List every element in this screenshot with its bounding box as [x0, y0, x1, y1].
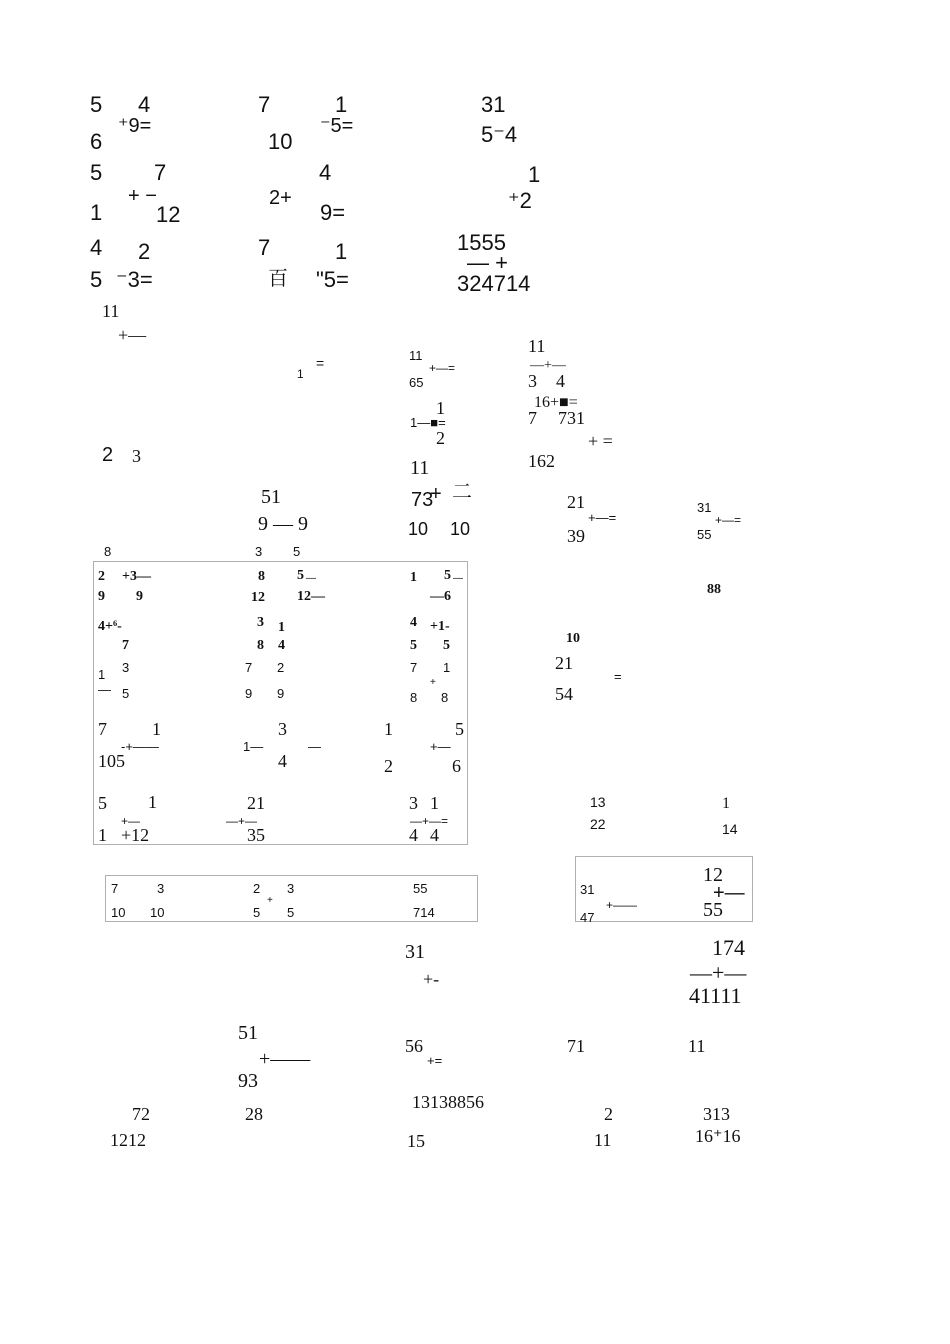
numeral: 9= [320, 200, 346, 225]
numeral: 2 [277, 660, 285, 675]
numeral: 51 [261, 486, 281, 508]
numeral: 72 [132, 1104, 150, 1124]
numeral: +—— [606, 898, 638, 912]
numeral: 10 [268, 129, 293, 154]
numeral: +— [713, 882, 745, 904]
numeral: 9 [245, 686, 253, 701]
numeral: 12 [703, 864, 723, 886]
numeral: 10 [111, 905, 126, 920]
numeral: 1 [430, 793, 439, 813]
numeral: 4 [90, 235, 103, 260]
numeral: 324714 [457, 271, 531, 296]
numeral: 56 [405, 1036, 423, 1056]
numeral: 11 [594, 1130, 612, 1150]
numeral: 1212 [110, 1130, 146, 1150]
numeral: — [453, 573, 463, 584]
numeral: 21 [247, 793, 265, 813]
numeral: 174 [712, 935, 745, 960]
numeral: + [430, 677, 436, 688]
numeral: ⁺9= [118, 115, 152, 137]
numeral: 55 [413, 881, 428, 896]
numeral: 4 [278, 751, 287, 771]
numeral: 8 [257, 638, 264, 653]
numeral: 16+■= [534, 394, 578, 411]
numeral: 1 [278, 620, 285, 635]
numeral: 2 [102, 444, 114, 466]
numeral: 35 [247, 825, 265, 845]
numeral: = [614, 669, 622, 684]
numeral: 5 [90, 160, 103, 185]
numeral: 5 [293, 544, 301, 559]
numeral: 4 [138, 92, 151, 117]
numeral: 31 [580, 882, 595, 897]
numeral: 2+ [269, 187, 292, 209]
numeral: — [306, 573, 316, 584]
numeral: 3 [132, 446, 141, 466]
numeral: 51 [238, 1022, 258, 1044]
numeral: "5= [316, 267, 349, 292]
numeral: 2 [98, 569, 105, 584]
numeral: 714 [413, 905, 435, 920]
numeral: 31 [481, 92, 506, 117]
numeral: 2 [138, 239, 151, 264]
numeral: 1 [410, 570, 417, 585]
numeral: 13138856 [412, 1092, 484, 1112]
numeral: 1 [335, 92, 348, 117]
numeral: —+—= [410, 814, 449, 828]
numeral: 10 [450, 519, 471, 539]
numeral: 4 [556, 371, 565, 391]
numeral: +1- [430, 619, 450, 634]
numeral: 11 [102, 301, 120, 321]
numeral: 5⁻4 [481, 122, 518, 147]
glyph: 百 [268, 268, 288, 290]
numeral: 31 [405, 941, 425, 963]
numeral: 5 [90, 267, 103, 292]
numeral: 11 [409, 348, 423, 363]
numeral: 7 [258, 92, 271, 117]
numeral: 11 [528, 336, 546, 356]
numeral: — [308, 739, 321, 754]
numeral: 3 [122, 660, 130, 675]
numeral: 3 [528, 371, 537, 391]
numeral: 1 [436, 398, 445, 418]
numeral: 2 [253, 881, 261, 896]
numeral: —+— [226, 814, 258, 828]
numeral: 1 [528, 162, 541, 187]
numeral: + = [588, 431, 613, 451]
numeral: 4 [430, 825, 439, 845]
numeral: 5 [444, 568, 451, 583]
numeral: 31 [697, 500, 712, 515]
numeral: ⁺2 [508, 188, 532, 213]
numeral: 5 [443, 638, 450, 653]
numeral: 1 [722, 795, 730, 812]
numeral: 2 [436, 428, 445, 448]
numeral: 55 [697, 527, 712, 542]
numeral: 5 [253, 905, 261, 920]
numeral: 13 [590, 794, 606, 810]
numeral: 21 [555, 653, 573, 673]
numeral: 105 [98, 751, 125, 771]
numeral: 5 [287, 905, 295, 920]
glyph: 二 [452, 481, 472, 503]
numeral: 65 [409, 375, 424, 390]
numeral: + − [128, 185, 157, 207]
numeral: 5 [410, 638, 417, 653]
numeral: 28 [245, 1104, 263, 1124]
numeral: 39 [567, 526, 585, 546]
numeral: +— [121, 814, 141, 828]
numeral: + [267, 895, 273, 906]
numeral: 5 [98, 793, 107, 813]
numeral: 9 [136, 589, 143, 604]
numeral: 162 [528, 451, 555, 471]
numeral: 6 [90, 129, 103, 154]
numeral: 3 [157, 881, 165, 896]
numeral: 1 [98, 825, 107, 845]
numeral: 3 [409, 793, 418, 813]
numeral: 1 [90, 200, 103, 225]
numeral: 1 [148, 792, 157, 812]
numeral: 22 [590, 816, 606, 832]
numeral: 313 [703, 1104, 730, 1124]
numeral: 15 [407, 1131, 425, 1151]
numeral: 12— [297, 589, 325, 604]
numeral: 3 [278, 719, 287, 739]
numeral: 2 [604, 1104, 613, 1124]
numeral: 9 [277, 686, 285, 701]
numeral: —+— [530, 358, 566, 373]
numeral: 4 [410, 615, 417, 630]
numeral: 9 — 9 [258, 513, 308, 535]
numeral: 6 [452, 756, 461, 776]
numeral: 71 [567, 1036, 585, 1056]
numeral: 10 [566, 631, 580, 646]
numeral: 1 [297, 367, 304, 381]
numeral: 3 [257, 615, 264, 630]
numeral: +—= [588, 510, 617, 525]
numeral: 16⁺16 [695, 1126, 741, 1146]
numeral: 14 [722, 821, 738, 837]
numeral: -+—— [121, 739, 159, 754]
numeral: 1 [98, 667, 106, 682]
numeral: 7 [122, 638, 129, 653]
numeral: 73 [411, 489, 434, 511]
numeral: +—= [715, 513, 742, 527]
numeral: — [98, 682, 111, 697]
numeral: 8 [441, 690, 449, 705]
numeral: 1 [335, 239, 348, 264]
exercise-right-box [575, 856, 753, 925]
numeral: 5 [297, 568, 304, 583]
numeral: 4+⁶- [98, 619, 122, 634]
numeral: 7 [245, 660, 253, 675]
numeral: 3 [255, 544, 263, 559]
numeral: 5 [122, 686, 130, 701]
numeral: +- [423, 969, 440, 989]
numeral: 4 [319, 160, 332, 185]
numeral: 1 [443, 660, 451, 675]
numeral: += [427, 1053, 443, 1068]
numeral: 55 [703, 899, 723, 921]
numeral: 7 [410, 660, 418, 675]
numeral: +3— [122, 569, 151, 584]
numeral: 54 [555, 684, 573, 704]
numeral: 7 [154, 160, 167, 185]
numeral: 4 [409, 825, 418, 845]
numeral: 10 [408, 519, 429, 539]
numeral: 3 [287, 881, 295, 896]
numeral: —+— [690, 960, 747, 985]
numeral: 2 [384, 756, 393, 776]
numeral: —6 [430, 589, 451, 604]
numeral: 1 [152, 719, 161, 739]
numeral: 47 [580, 910, 595, 925]
numeral: 1—■= [410, 415, 446, 430]
numeral: 41111 [689, 983, 742, 1008]
numeral: 12 [251, 590, 265, 605]
numeral: 1555 [457, 230, 506, 255]
numeral: 8 [258, 569, 265, 584]
numeral: +— [430, 739, 451, 754]
numeral: — + [467, 250, 508, 275]
numeral: 7 [258, 235, 271, 260]
numeral: 7 [528, 408, 537, 428]
numeral: 1 [384, 719, 393, 739]
numeral: 21 [567, 492, 585, 512]
numeral: ⁻5= [320, 115, 354, 137]
numeral: 7 [98, 719, 107, 739]
numeral: +12 [121, 825, 150, 845]
numeral: 1— [243, 739, 264, 754]
numeral: +—= [429, 361, 456, 375]
numeral: 8 [104, 544, 112, 559]
numeral: 8 [410, 690, 418, 705]
numeral: + [430, 483, 442, 505]
numeral: 7 [111, 881, 119, 896]
numeral: 9 [98, 589, 105, 604]
numeral: 731 [558, 408, 585, 428]
numeral: 5 [90, 92, 103, 117]
numeral: +— [118, 325, 147, 345]
numeral: 11 [688, 1036, 706, 1056]
numeral: 11 [410, 457, 430, 479]
numeral: 12 [156, 202, 181, 227]
numeral: 5 [455, 719, 464, 739]
numeral: 93 [238, 1070, 258, 1092]
numeral: 88 [707, 582, 721, 597]
numeral: ⁻3= [116, 267, 153, 292]
numeral: 4 [278, 638, 285, 653]
numeral: 10 [150, 905, 165, 920]
numeral: = [316, 355, 325, 371]
numeral: +—— [259, 1048, 311, 1070]
